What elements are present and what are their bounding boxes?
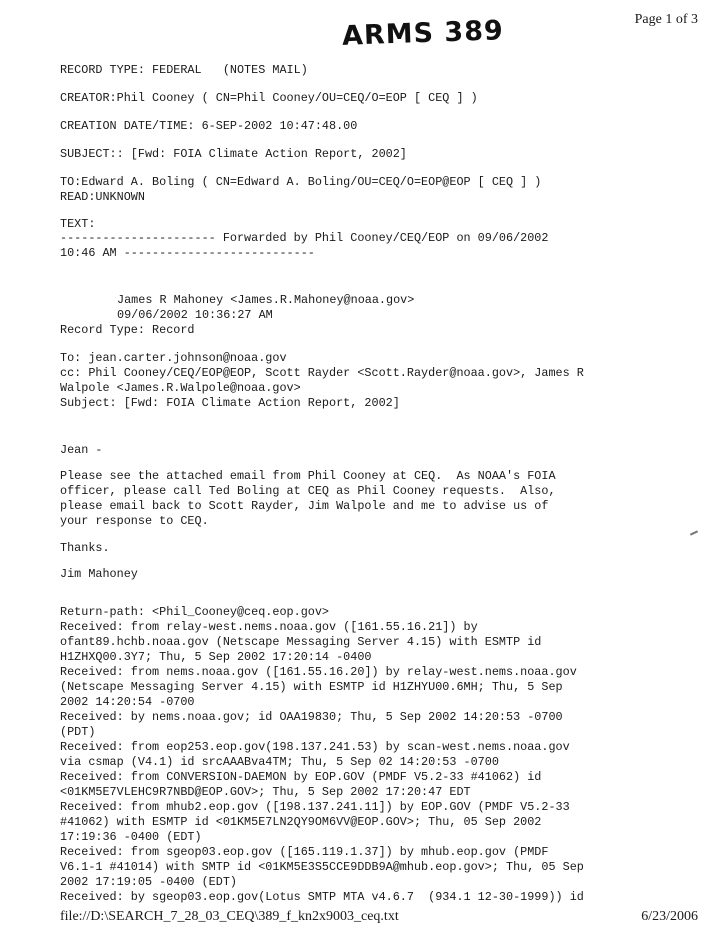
email-header-line: Received: from eop253.eop.gov(198.137.241.53) by scan-west.nems.noaa.gov	[60, 740, 570, 754]
message-signature: Jim Mahoney	[60, 567, 138, 581]
forward-cc-cont: Walpole <James.R.Walpole@noaa.gov>	[60, 381, 301, 395]
handwritten-stamp: ARMS 389	[341, 15, 505, 52]
message-body-line: please email back to Scott Rayder, Jim Walpole and me to advise us of	[60, 499, 549, 513]
read-status: READ:UNKNOWN	[60, 190, 145, 204]
print-date: 6/23/2006	[641, 909, 698, 924]
email-header-line: Received: by nems.noaa.gov; id OAA19830; Thu, 5 Sep 2002 14:20:53 -0700	[60, 710, 563, 724]
file-path: file://D:\SEARCH_7_28_03_CEQ\389_f_kn2x9003_ceq.txt	[60, 909, 399, 924]
subject: SUBJECT:: [Fwd: FOIA Climate Action Report, 2002]	[60, 147, 407, 161]
message-body-line: your response to CEQ.	[60, 514, 209, 528]
email-header-line: #41062) with ESMTP id <01KM5E7LN2QY9OM6VV@EOP.GOV>; Thu, 05 Sep 2002	[60, 815, 542, 829]
email-header-line: 17:19:36 -0400 (EDT)	[60, 830, 202, 844]
forward-subject: Subject: [Fwd: FOIA Climate Action Report, 2002]	[60, 396, 400, 410]
to-line: TO:Edward A. Boling ( CN=Edward A. Boling/OU=CEQ/O=EOP@EOP [ CEQ ] )	[60, 175, 542, 189]
message-body-line: Please see the attached email from Phil Cooney at CEQ. As NOAA's FOIA	[60, 469, 556, 483]
forward-sender: James R Mahoney <James.R.Mahoney@noaa.gov>	[117, 293, 415, 307]
email-header-line: Received: by sgeop03.eop.gov(Lotus SMTP MTA v4.6.7 (934.1 12-30-1999)) id	[60, 890, 584, 904]
email-header-line: (Netscape Messaging Server 4.15) with ESMTP id H1ZHYU00.6MH; Thu, 5 Sep	[60, 680, 563, 694]
email-header-line: H1ZHXQ00.3Y7; Thu, 5 Sep 2002 17:20:14 -0400	[60, 650, 372, 664]
forward-cc: cc: Phil Cooney/CEQ/EOP@EOP, Scott Rayder <Scott.Rayder@noaa.gov>, James R	[60, 366, 584, 380]
forward-record-type: Record Type: Record	[60, 323, 195, 337]
forward-to: To: jean.carter.johnson@noaa.gov	[60, 351, 287, 365]
forward-sent-time: 09/06/2002 10:36:27 AM	[117, 308, 273, 322]
forwarded-line-cont: 10:46 AM ---------------------------	[60, 246, 315, 260]
email-header-line: (PDT)	[60, 725, 96, 739]
email-header-line: Received: from relay-west.nems.noaa.gov ([161.55.16.21]) by	[60, 620, 478, 634]
email-header-line: via csmap (V4.1) id srcAAABva4TM; Thu, 5 Sep 02 14:20:53 -0700	[60, 755, 499, 769]
email-header-line: 2002 17:19:05 -0400 (EDT)	[60, 875, 237, 889]
email-header-line: ofant89.hchb.noaa.gov (Netscape Messaging Server 4.15) with ESMTP id	[60, 635, 542, 649]
message-greeting: Jean -	[60, 443, 103, 457]
email-header-line: Received: from sgeop03.eop.gov ([165.119.1.37]) by mhub.eop.gov (PMDF	[60, 845, 549, 859]
email-header-line: V6.1-1 #41014) with SMTP id <01KM5E3S5CCE9DDB9A@mhub.eop.gov>; Thu, 05 Sep	[60, 860, 584, 874]
email-header-line: <01KM5E7VLEHC9R7NBD@EOP.GOV>; Thu, 5 Sep 2002 17:20:47 EDT	[60, 785, 471, 799]
email-header-line: Received: from nems.noaa.gov ([161.55.16.20]) by relay-west.nems.noaa.gov	[60, 665, 577, 679]
text-label: TEXT:	[60, 217, 96, 231]
creator: CREATOR:Phil Cooney ( CN=Phil Cooney/OU=CEQ/O=EOP [ CEQ ] )	[60, 91, 478, 105]
email-header-line: Return-path: <Phil_Cooney@ceq.eop.gov>	[60, 605, 330, 619]
email-header-line: Received: from mhub2.eop.gov ([198.137.241.11]) by EOP.GOV (PMDF V5.2-33	[60, 800, 570, 814]
message-body-line: officer, please call Ted Boling at CEQ as Phil Cooney requests. Also,	[60, 484, 556, 498]
email-header-line: Received: from CONVERSION-DAEMON by EOP.GOV (PMDF V5.2-33 #41062) id	[60, 770, 542, 784]
message-thanks: Thanks.	[60, 541, 110, 555]
record-type: RECORD TYPE: FEDERAL (NOTES MAIL)	[60, 63, 308, 77]
page-number: Page 1 of 3	[634, 12, 698, 27]
email-header-line: 2002 14:20:54 -0700	[60, 695, 195, 709]
creation-datetime: CREATION DATE/TIME: 6-SEP-2002 10:47:48.00	[60, 119, 358, 133]
forwarded-line: ---------------------- Forwarded by Phil Cooney/CEQ/EOP on 09/06/2002	[60, 231, 549, 245]
scan-mark	[690, 530, 698, 535]
